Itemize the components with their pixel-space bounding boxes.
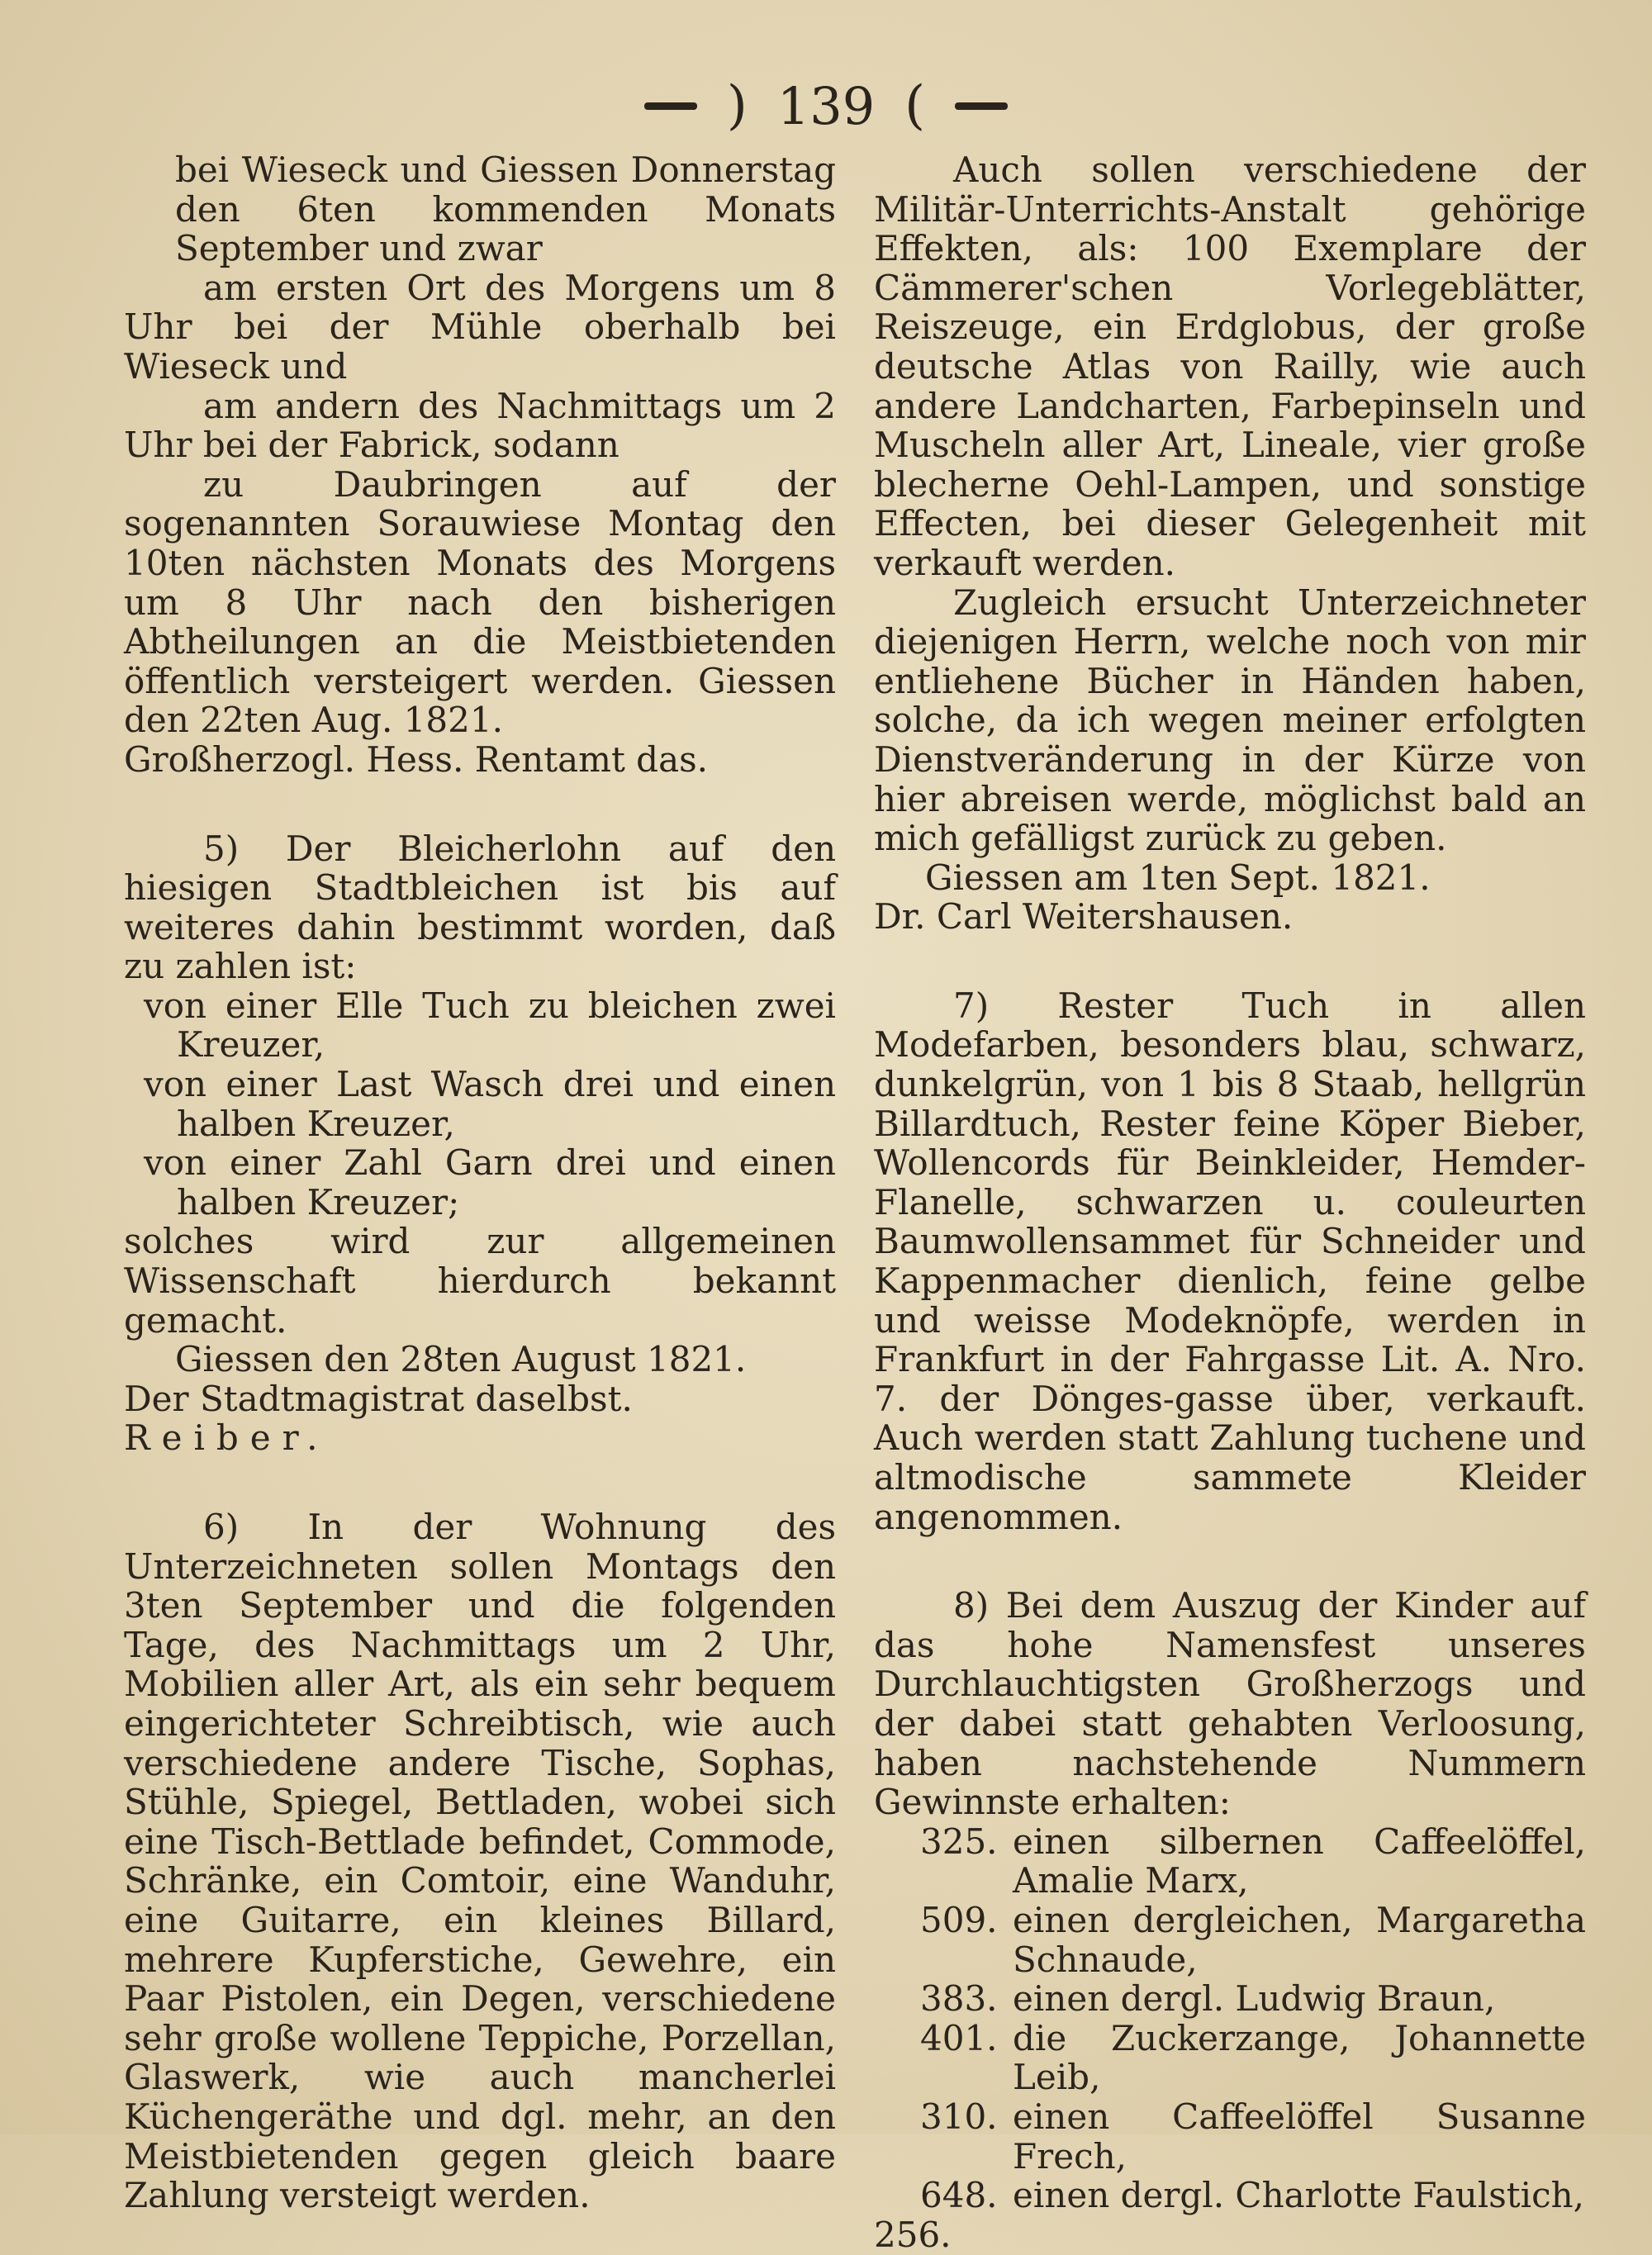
left-column bbox=[124, 150, 836, 2216]
winner-number: 509. bbox=[920, 1899, 998, 1940]
notice-4-third-place: zu Daubringen auf der sogenannten Sorauwiese Montag den 10ten nächsten Monats des Morgens um 8 Uhr nach den bisherigen Abtheilungen an die Meistbietenden öffentlich versteigert werden. Giessen den 22ten Aug. 1821. bbox=[124, 463, 836, 741]
header-close-paren: ( bbox=[904, 75, 926, 136]
winner-row bbox=[874, 1901, 1586, 1979]
winner-row bbox=[874, 2019, 1586, 2097]
winner-prize: einen Caffeelöffel Susanne Frech, bbox=[1013, 2096, 1586, 2177]
winner-prize: einen dergl. Ludwig Braun, bbox=[1013, 1978, 1496, 2020]
notice-6-date: Giessen am 1ten Sept. 1821. bbox=[925, 857, 1431, 898]
catchword: 256. bbox=[874, 2214, 952, 2255]
header-open-paren: ) bbox=[726, 75, 748, 136]
notice-4-second-place: am andern des Nachmittags um 2 Uhr bei der Fabrick, sodann bbox=[124, 385, 836, 466]
winner-prize: einen dergleichen, Margaretha Schnaude, bbox=[1013, 1899, 1586, 1980]
notice-4-first-place: am ersten Ort des Morgens um 8 Uhr bei der Mühle oberhalb bei Wieseck und bbox=[124, 267, 836, 387]
notice-6-signature: Dr. Carl Weitershausen. bbox=[874, 896, 1294, 938]
notice-5-item-1: von einer Elle Tuch zu bleichen zwei Kreuzer, bbox=[144, 985, 836, 1066]
winner-prize: die Zuckerzange, Johannette Leib, bbox=[1013, 2017, 1586, 2098]
notice-5-date: Giessen den 28ten August 1821. bbox=[175, 1339, 747, 1380]
page-number: 139 bbox=[776, 75, 876, 136]
winner-prize: einen silbernen Caffeelöffel, Amalie Marx, bbox=[1013, 1821, 1586, 1901]
winners-list bbox=[874, 1822, 1586, 2215]
winner-row bbox=[874, 2176, 1586, 2215]
winner-number: 310. bbox=[920, 2096, 998, 2137]
notice-5-item-3: von einer Zahl Garn drei und einen halben Kreuzer; bbox=[144, 1142, 836, 1222]
header-rule-left bbox=[644, 102, 697, 110]
winner-row bbox=[874, 2097, 1586, 2176]
notice-5-item-2: von einer Last Wasch drei und einen halben Kreuzer, bbox=[144, 1064, 836, 1144]
notice-6-text: 6) In der Wohnung des Unterzeichneten sollen Montags den 3ten September und die folgenden Tage, des Nachmittags um 2 Uhr, Mobilien aller Art, als ein sehr bequem eingerichteter Schreibtisch, wie auch verschiedene andere Tische, Sophas, Stühle, Spiegel, Bettladen, wobei sich eine Tisch-Bettlade befindet, Commode, Schränke, ein Comtoir, eine Wanduhr, eine Guitarre, ein kleines Billard, mehrere Kupferstiche, Gewehre, ein Paar Pistolen, ein Degen, verschiedene sehr große wollene Teppiche, Porzellan, Glaswerk, wie auch mancherlei Küchengeräthe und dgl. mehr, an den Meistbietenden gegen gleich baare Zahlung versteigt werden. bbox=[124, 1507, 836, 2216]
notice-7-text: 7) Rester Tuch in allen Modefarben, besonders blau, schwarz, dunkelgrün, von 1 bis 8 Staab, hellgrün Billardtuch, Rester feine Köper Bieber, Wollencords für Beinkleider, Hemder-Flanelle, schwarzen u. couleurten Baumwollensammet für Schneider und Kappenmacher dienlich, feine gelbe und weisse Modeknöpfe, werden in Frankfurt in der Fahrgasse Lit. A. Nro. 7. der Dönges-gasse über, verkauft. Auch werden statt Zahlung tuchene und altmodische sammete Kleider angenommen. bbox=[874, 985, 1586, 1537]
winner-row bbox=[874, 1822, 1586, 1901]
winner-number: 401. bbox=[920, 2017, 998, 2058]
winner-number: 383. bbox=[920, 1978, 998, 2020]
notice-5-closing: solches wird zur allgemeinen Wissenschaft hierdurch bekannt gemacht. bbox=[124, 1221, 836, 1341]
notice-6-request: Zugleich ersucht Unterzeichneter diejenigen Herrn, welche noch von mir entliehene Bücher in Händen haben, solche, da ich wegen meiner erfolgten Dienstveränderung in der Kürze von hier abreisen werde, möglichst bald an mich gefälligst zurück zu geben. bbox=[874, 582, 1586, 859]
winner-prize: einen dergl. Charlotte Faulstich, bbox=[1013, 2175, 1585, 2216]
notice-6-continuation: Auch sollen verschiedene der Militär-Unterrichts-Anstalt gehörige Effekten, als: 100 Exemplare der Cämmerer'schen Vorlegeblätter, Reiszeuge, ein Erdglobus, der große deutsche Atlas von Railly, wie auch andere Landcharten, Farbepinseln und Muscheln aller Art, Lineale, vier große blecherne Oehl-Lampen, und sonstige Effecten, bei dieser Gelegenheit mit verkauft werden. bbox=[874, 150, 1586, 583]
winner-number: 648. bbox=[920, 2175, 998, 2216]
winner-number: 325. bbox=[920, 1821, 998, 1862]
right-column bbox=[874, 150, 1586, 2255]
notice-4-continuation: bei Wieseck und Giessen Donnerstag den 6ten kommenden Monats September und zwar bbox=[175, 150, 836, 269]
header-rule-right bbox=[955, 102, 1008, 110]
notice-5-signature-office: Der Stadtmagistrat daselbst. bbox=[124, 1378, 633, 1419]
winner-row bbox=[874, 1979, 1586, 2019]
notice-5-intro: 5) Der Bleicherlohn auf den hiesigen Stadtbleichen ist bis auf weiteres dahin bestimmt worden, daß zu zahlen ist: bbox=[124, 828, 836, 987]
page-header bbox=[0, 73, 1652, 139]
notice-8-intro: 8) Bei dem Auszug der Kinder auf das hohe Namensfest unseres Durchlauchtigsten Großherzogs und der dabei statt gehabten Verloosung, haben nachstehende Nummern Gewinnste erhalten: bbox=[874, 1585, 1586, 1823]
notice-4-signature: Großherzogl. Hess. Rentamt das. bbox=[124, 738, 709, 780]
notice-5-signature-name: Reiber. bbox=[124, 1417, 330, 1459]
